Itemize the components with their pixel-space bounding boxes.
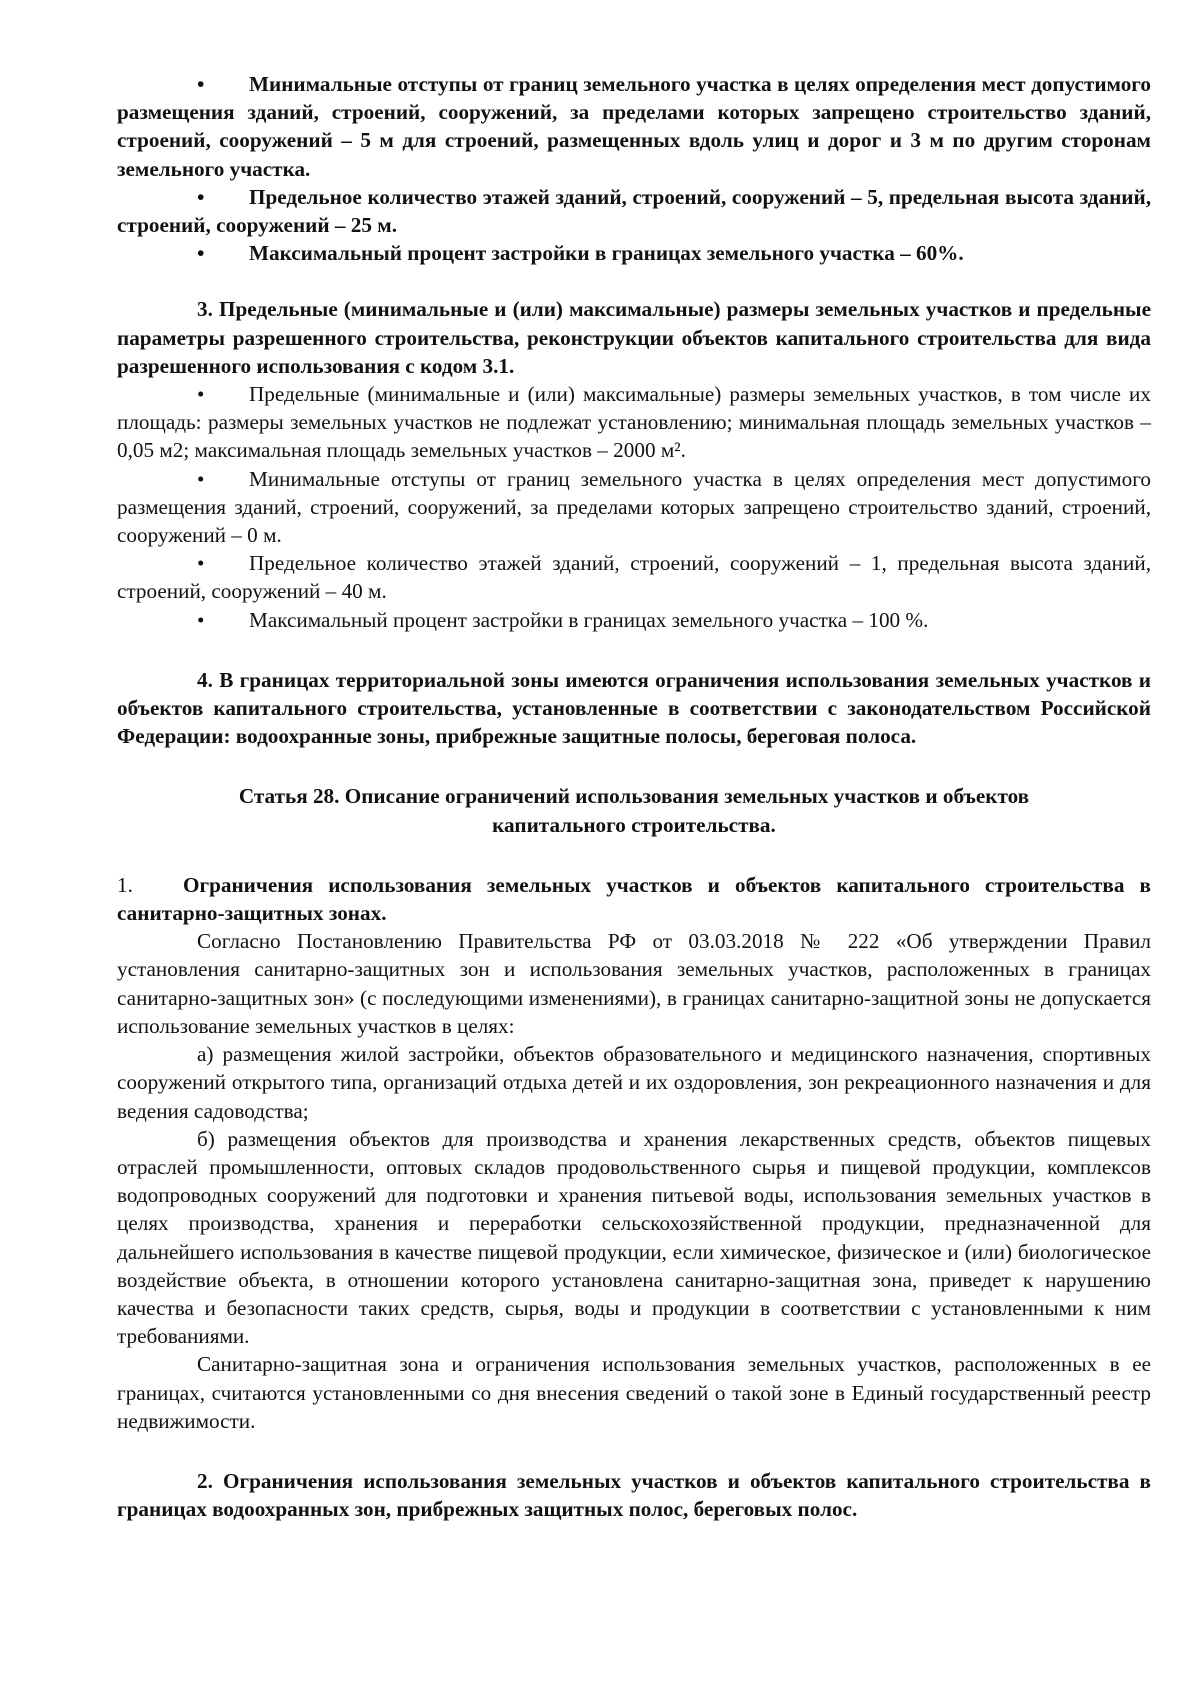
bullet-floors: • Предельное количество этажей зданий, строений, сооружений – 5, предельная высота зданий, строений, сооружений – 25 м. xyxy=(117,184,1151,238)
bullet-marker: • xyxy=(197,607,205,632)
bullet-marker: • xyxy=(197,184,205,209)
item-2-heading: 2. Ограничения использования земельных участков и объектов капитального строительства в границах водоохранных зон, прибрежных защитных полос, береговых полос. xyxy=(117,1468,1151,1522)
bullet-marker: • xyxy=(197,382,205,407)
bullet-setbacks: • Минимальные отступы от границ земельного участка в целях определения мест допустимого размещения зданий, строений, сооружений, за пределами которых запрещено строительство зданий, строений, сооружений – 5 м для строений, размещенных вдоль улиц и дорог и 3 м по другим сторонам земельного участка. xyxy=(117,72,1151,181)
article-28-title: Статья 28. Описание ограничений использования земельных участков и объектов капитального строительства. xyxy=(238,784,1030,837)
bullet-setbacks-3-1: • Минимальные отступы от границ земельного участка в целях определения мест допустимого размещения зданий, строений, сооружений, за пределами которых запрещено строительство зданий, строений, сооружений – 0 м. xyxy=(117,466,1151,548)
bullet-coverage: • Максимальный процент застройки в границах земельного участка – 60%. xyxy=(117,239,1151,267)
bullet-floors-3-1: • Предельное количество этажей зданий, строений, сооружений – 1, предельная высота зданий, строений, сооружений – 40 м. xyxy=(117,551,1151,604)
bullet-marker: • xyxy=(197,72,205,96)
document-page xyxy=(117,70,1151,1523)
item-1-paragraph: Согласно Постановлению Правительства РФ от 03.03.2018 № 222 «Об утверждении Правил установления санитарно-защитных зон и использования земельных участков, расположенных в границах санитарно-защитных зон» (с последующими изменениями), в границах санитарно-защитной зоны не допускается использование земельных участков в целях: xyxy=(117,929,1151,1038)
section-3-heading: 3. Предельные (минимальные и (или) максимальные) размеры земельных участков и предельные параметры разрешенного строительства, реконструкции объектов капитального строительства для вида разрешенного использования с кодом 3.1. xyxy=(117,297,1151,378)
bullet-marker: • xyxy=(197,241,205,266)
bullet-marker: • xyxy=(197,466,205,491)
section-4-text: 4. В границах территориальной зоны имеются ограничения использования земельных участков и объектов капитального строительства, установленные в соответствии с законодательством Российской Федерации: водоохранные зоны, прибрежные защитные полосы, береговая полоса. xyxy=(117,667,1151,749)
item-1-paragraph: б) размещения объектов для производства и хранения лекарственных средств, объектов пищевых отраслей промышленности, оптовых складов продовольственного сырья и пищевой продукции, комплексов водопроводных сооружений для подготовки и хранения питьевой воды, использования земельных участков в целях производства, хранения и переработки сельскохозяйственной продукции, предназначенной для дальнейшего использования в качестве пищевой продукции, если химическое, физическое и (или) биологическое воздействие объекта, в отношении которого установлена санитарно-защитная зона, приведет к нарушению качества и безопасности таких средств, сырья, воды и продукции в соответствии с установленными к ним требованиями. xyxy=(117,1126,1151,1349)
bullet-plot-sizes: • Предельные (минимальные и (или) максимальные) размеры земельных участков, в том числе их площадь: размеры земельных участков не подлежат установлению; минимальная площадь земельных участков – 0,05 м2; максимальная площадь земельных участков – 2000 м². xyxy=(117,382,1151,463)
item-1-number: 1. xyxy=(117,872,133,897)
item-1-paragraph: а) размещения жилой застройки, объектов образовательного и медицинского назначения, спортивных сооружений открытого типа, организаций отдыха детей и их оздоровления, зон рекреационного назначения и для ведения садоводства; xyxy=(117,1042,1151,1123)
bullet-marker: • xyxy=(197,551,205,576)
item-1-paragraph: Санитарно-защитная зона и ограничения использования земельных участков, расположенных в ее границах, считаются установленными со дня внесения сведений о такой зоне в Единый государственный реестр недвижимости. xyxy=(117,1352,1151,1433)
item-1-heading: 1. Ограничения использования земельных участков и объектов капитального строительства в санитарно-защитных зонах. xyxy=(117,872,1151,926)
bullet-coverage-3-1: • Максимальный процент застройки в границах земельного участка – 100 %. xyxy=(117,606,1151,634)
